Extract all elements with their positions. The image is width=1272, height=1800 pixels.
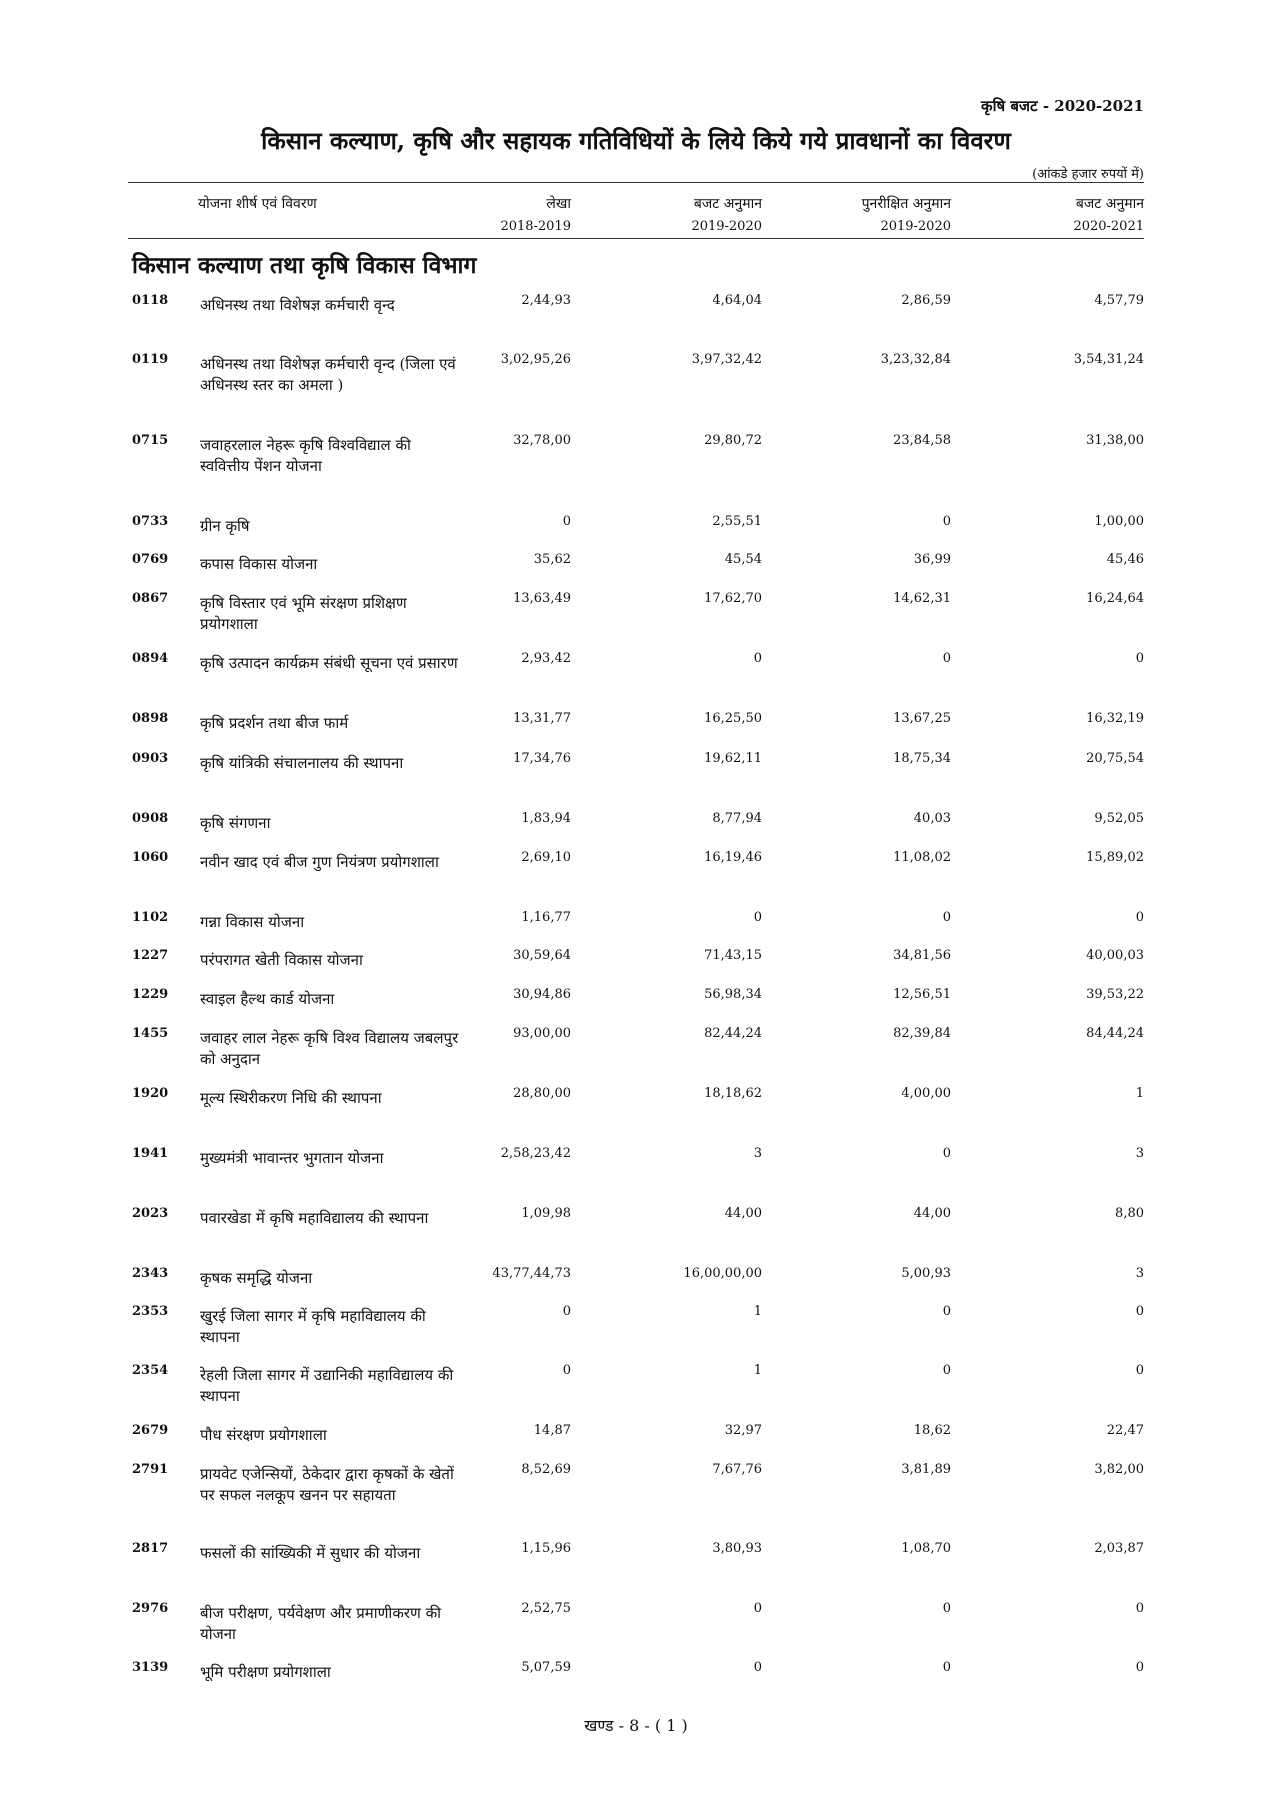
scheme-description: मूल्य स्थिरीकरण निधि की स्थापना (200, 1089, 382, 1107)
amount-cell: 3,97,32,42 (691, 352, 762, 367)
amount-cell: 1,83,94 (521, 811, 571, 826)
amount-cell: 34,81,56 (893, 948, 951, 963)
units-note: (आंकडे हजार रुपयों में) (1032, 167, 1144, 182)
amount-cell: 15,89,02 (1086, 850, 1144, 865)
amount-cell: 3,80,93 (712, 1541, 762, 1556)
column-header-year: 2019-2020 (880, 219, 951, 234)
scheme-code: 0908 (132, 811, 169, 826)
scheme-code: 1941 (132, 1146, 169, 1161)
column-header-label: बजट अनुमान (693, 196, 762, 212)
amount-cell: 43,77,44,73 (492, 1266, 571, 1281)
scheme-code: 1060 (132, 850, 169, 865)
scheme-code: 0119 (132, 352, 169, 367)
scheme-code: 0769 (132, 552, 169, 567)
amount-cell: 23,84,58 (893, 433, 951, 448)
amount-cell: 16,00,00,00 (683, 1266, 762, 1281)
scheme-code: 2023 (132, 1206, 169, 1221)
amount-cell: 14,87 (533, 1423, 571, 1438)
amount-cell: 31,38,00 (1086, 433, 1144, 448)
scheme-code: 2817 (132, 1541, 169, 1556)
scheme-description: प्रायवेट एजेन्सियों, ठेकेदार द्वारा कृषकों के खेतों पर सफल नलकूप खनन पर सहायता (200, 1465, 454, 1504)
amount-cell: 1 (1135, 1086, 1144, 1101)
scheme-code: 1102 (132, 910, 169, 925)
scheme-description: कृषि प्रदर्शन तथा बीज फार्म (200, 714, 349, 732)
amount-cell: 45,46 (1106, 552, 1144, 567)
amount-cell: 0 (1135, 910, 1144, 925)
scheme-code: 3139 (132, 1660, 169, 1675)
amount-cell: 84,44,24 (1086, 1026, 1144, 1041)
amount-cell: 4,64,04 (712, 293, 762, 308)
amount-cell: 30,59,64 (513, 948, 571, 963)
scheme-code: 0903 (132, 751, 169, 766)
scheme-code: 2679 (132, 1423, 169, 1438)
amount-cell: 1,00,00 (1094, 514, 1144, 529)
amount-cell: 44,00 (724, 1206, 762, 1221)
column-header-year: 2018-2019 (500, 219, 571, 234)
amount-cell: 1,16,77 (521, 910, 571, 925)
scheme-code: 2791 (132, 1462, 169, 1477)
scheme-description: कृषि संगणना (200, 814, 271, 832)
amount-cell: 32,97 (724, 1423, 762, 1438)
amount-cell: 17,62,70 (704, 591, 762, 606)
scheme-description: नवीन खाद एवं बीज गुण नियंत्रण प्रयोगशाला (200, 853, 439, 871)
amount-cell: 0 (942, 910, 951, 925)
amount-cell: 18,75,34 (893, 751, 951, 766)
amount-cell: 0 (562, 1304, 571, 1319)
scheme-code: 2353 (132, 1304, 169, 1319)
amount-cell: 0 (942, 651, 951, 666)
scheme-code: 1920 (132, 1086, 169, 1101)
amount-cell: 2,03,87 (1094, 1541, 1144, 1556)
amount-cell: 36,99 (913, 552, 951, 567)
scheme-code: 2976 (132, 1601, 169, 1616)
scheme-description: फसलों की सांख्यिकी में सुधार की योजना (200, 1544, 421, 1562)
amount-cell: 0 (1135, 651, 1144, 666)
scheme-code: 2354 (132, 1363, 169, 1378)
amount-cell: 1 (753, 1304, 762, 1319)
amount-cell: 35,62 (533, 552, 571, 567)
scheme-description: कृषि उत्पादन कार्यक्रम संबंधी सूचना एवं प्रसारण (200, 654, 458, 672)
amount-cell: 2,55,51 (712, 514, 762, 529)
amount-cell: 16,19,46 (704, 850, 762, 865)
scheme-description: कृषि यांत्रिकी संचालनालय की स्थापना (200, 754, 404, 772)
amount-cell: 3,23,32,84 (880, 352, 951, 367)
amount-cell: 3 (1135, 1266, 1144, 1281)
column-header-label: पुनरीक्षित अनुमान (861, 196, 951, 212)
amount-cell: 0 (942, 1146, 951, 1161)
amount-cell: 1,15,96 (521, 1541, 571, 1556)
amount-cell: 82,44,24 (704, 1026, 762, 1041)
amount-cell: 0 (942, 514, 951, 529)
page-footer: खण्ड - 8 - ( 1 ) (584, 1716, 688, 1735)
amount-cell: 2,52,75 (521, 1601, 571, 1616)
amount-cell: 16,25,50 (704, 711, 762, 726)
amount-cell: 39,53,22 (1086, 987, 1144, 1002)
amount-cell: 13,63,49 (513, 591, 571, 606)
scheme-description: बीज परीक्षण, पर्यवेक्षण और प्रमाणीकरण की योजना (200, 1604, 441, 1643)
scheme-code: 1455 (132, 1026, 169, 1041)
amount-cell: 0 (942, 1363, 951, 1378)
scheme-code: 1229 (132, 987, 169, 1002)
amount-cell: 0 (753, 910, 762, 925)
amount-cell: 2,58,23,42 (500, 1146, 571, 1161)
amount-cell: 9,52,05 (1094, 811, 1144, 826)
page-title: किसान कल्याण, कृषि और सहायक गतिविधियों के लिये किये गये प्रावधानों का विवरण (261, 126, 1011, 155)
amount-cell: 3,81,89 (901, 1462, 951, 1477)
department-heading: किसान कल्याण तथा कृषि विकास विभाग (132, 252, 477, 279)
report-header: कृषि बजट - 2020-2021 (981, 97, 1144, 115)
amount-cell: 0 (1135, 1660, 1144, 1675)
amount-cell: 19,62,11 (704, 751, 762, 766)
amount-cell: 8,52,69 (521, 1462, 571, 1477)
amount-cell: 0 (942, 1601, 951, 1616)
amount-cell: 56,98,34 (704, 987, 762, 1002)
amount-cell: 0 (942, 1660, 951, 1675)
column-header-label: बजट अनुमान (1075, 196, 1144, 212)
scheme-description: कपास विकास योजना (200, 555, 318, 573)
amount-cell: 0 (562, 514, 571, 529)
amount-cell: 22,47 (1106, 1423, 1144, 1438)
amount-cell: 0 (1135, 1601, 1144, 1616)
header-bottom-rule (128, 238, 1144, 239)
amount-cell: 5,07,59 (521, 1660, 571, 1675)
column-header-label: योजना शीर्ष एवं विवरण (198, 196, 317, 212)
amount-cell: 2,93,42 (521, 651, 571, 666)
scheme-description: भूमि परीक्षण प्रयोगशाला (200, 1663, 331, 1681)
amount-cell: 30,94,86 (513, 987, 571, 1002)
amount-cell: 2,69,10 (521, 850, 571, 865)
amount-cell: 3,54,31,24 (1073, 352, 1144, 367)
scheme-description: कृषि विस्तार एवं भूमि संरक्षण प्रशिक्षण प्रयोगशाला (200, 594, 407, 633)
amount-cell: 40,00,03 (1086, 948, 1144, 963)
column-header-accounts (421, 194, 571, 234)
amount-cell: 4,57,79 (1094, 293, 1144, 308)
amount-cell: 11,08,02 (893, 850, 951, 865)
scheme-description: कृषक समृद्धि योजना (200, 1269, 313, 1287)
scheme-description: अधिनस्थ तथा विशेषज्ञ कर्मचारी वृन्द (जिला एवं अधिनस्थ स्तर का अमला ) (200, 355, 456, 394)
scheme-code: 0715 (132, 433, 169, 448)
amount-cell: 3 (1135, 1146, 1144, 1161)
amount-cell: 0 (1135, 1363, 1144, 1378)
scheme-code: 1227 (132, 948, 169, 963)
scheme-description: ग्रीन कृषि (200, 517, 250, 535)
amount-cell: 0 (753, 1660, 762, 1675)
amount-cell: 82,39,84 (893, 1026, 951, 1041)
amount-cell: 3,82,00 (1094, 1462, 1144, 1477)
scheme-description: खुरई जिला सागर में कृषि महाविद्यालय की स्थापना (200, 1307, 426, 1346)
column-header-year: 2019-2020 (691, 219, 762, 234)
amount-cell: 16,24,64 (1086, 591, 1144, 606)
amount-cell: 0 (942, 1304, 951, 1319)
scheme-description: मुख्यमंत्री भावान्तर भुगतान योजना (200, 1149, 384, 1167)
amount-cell: 0 (753, 651, 762, 666)
amount-cell: 45,54 (724, 552, 762, 567)
scheme-description: स्वाइल हैल्थ कार्ड योजना (200, 990, 335, 1008)
scheme-code: 0898 (132, 711, 169, 726)
column-header-year: 2020-2021 (1073, 219, 1144, 234)
column-header-description (198, 194, 398, 213)
scheme-description: अधिनस्थ तथा विशेषज्ञ कर्मचारी वृन्द (200, 296, 395, 314)
amount-cell: 2,86,59 (901, 293, 951, 308)
scheme-description: परंपरागत खेती विकास योजना (200, 951, 363, 969)
amount-cell: 93,00,00 (513, 1026, 571, 1041)
amount-cell: 18,18,62 (704, 1086, 762, 1101)
amount-cell: 5,00,93 (901, 1266, 951, 1281)
amount-cell: 4,00,00 (901, 1086, 951, 1101)
amount-cell: 32,78,00 (513, 433, 571, 448)
scheme-code: 2343 (132, 1266, 169, 1281)
scheme-description: पौध संरक्षण प्रयोगशाला (200, 1426, 327, 1444)
header-top-rule (128, 182, 1144, 183)
scheme-description: जवाहरलाल नेहरू कृषि विश्वविद्याल की स्ववित्तीय पेंशन योजना (200, 436, 411, 475)
amount-cell: 1 (753, 1363, 762, 1378)
amount-cell: 2,44,93 (521, 293, 571, 308)
column-header-budget-estimate (612, 194, 762, 234)
amount-cell: 13,67,25 (893, 711, 951, 726)
amount-cell: 29,80,72 (704, 433, 762, 448)
scheme-code: 0894 (132, 651, 169, 666)
amount-cell: 20,75,54 (1086, 751, 1144, 766)
scheme-code: 0733 (132, 514, 169, 529)
amount-cell: 0 (1135, 1304, 1144, 1319)
amount-cell: 8,80 (1115, 1206, 1144, 1221)
amount-cell: 3,02,95,26 (500, 352, 571, 367)
scheme-description: गन्ना विकास योजना (200, 913, 305, 931)
amount-cell: 0 (753, 1601, 762, 1616)
scheme-code: 0118 (132, 293, 169, 308)
amount-cell: 0 (562, 1363, 571, 1378)
amount-cell: 14,62,31 (893, 591, 951, 606)
amount-cell: 44,00 (913, 1206, 951, 1221)
scheme-description: जवाहर लाल नेहरू कृषि विश्व विद्यालय जबलपुर को अनुदान (200, 1029, 459, 1068)
amount-cell: 1,09,98 (521, 1206, 571, 1221)
amount-cell: 13,31,77 (513, 711, 571, 726)
column-header-budget-estimate-next (994, 194, 1144, 234)
column-header-label: लेखा (546, 196, 571, 212)
amount-cell: 8,77,94 (712, 811, 762, 826)
amount-cell: 16,32,19 (1086, 711, 1144, 726)
amount-cell: 1,08,70 (901, 1541, 951, 1556)
amount-cell: 3 (753, 1146, 762, 1161)
scheme-description: पवारखेडा में कृषि महाविद्यालय की स्थापना (200, 1209, 429, 1227)
amount-cell: 40,03 (913, 811, 951, 826)
scheme-description: रेहली जिला सागर में उद्यानिकी महाविद्यालय की स्थापना (200, 1366, 454, 1405)
column-header-revised-estimate (801, 194, 951, 234)
scheme-code: 0867 (132, 591, 169, 606)
amount-cell: 12,56,51 (893, 987, 951, 1002)
amount-cell: 71,43,15 (704, 948, 762, 963)
amount-cell: 17,34,76 (513, 751, 571, 766)
amount-cell: 7,67,76 (712, 1462, 762, 1477)
amount-cell: 18,62 (913, 1423, 951, 1438)
amount-cell: 28,80,00 (513, 1086, 571, 1101)
